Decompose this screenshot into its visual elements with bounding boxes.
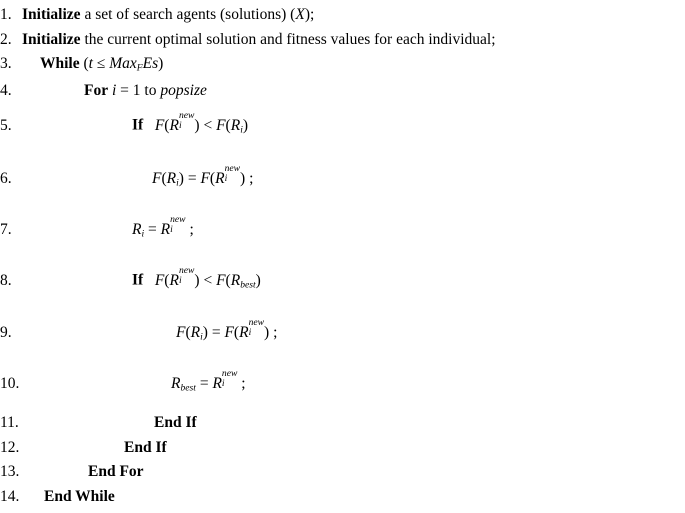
semicolon: ; <box>249 169 254 187</box>
paren-close: ) <box>240 169 246 187</box>
semicolon: ; <box>241 374 246 392</box>
for-condition <box>112 82 207 99</box>
max-subscript: F <box>136 62 143 74</box>
subscript-i: i <box>141 228 145 240</box>
subscript-best: best <box>180 382 196 394</box>
pseudocode-line <box>0 368 246 394</box>
paren-close: ) <box>255 271 261 289</box>
pseudocode-line <box>0 317 278 343</box>
superscript-new: new <box>221 368 238 380</box>
keyword-end-while: End While <box>44 488 115 505</box>
func-F: F <box>154 271 165 289</box>
paren-open: ( <box>225 116 231 134</box>
var-i: i <box>111 82 117 99</box>
line-number: 9. <box>0 323 12 341</box>
line-content <box>26 488 115 506</box>
paren-close: ) <box>194 271 200 289</box>
var-R: R <box>215 169 225 187</box>
keyword-end-if: End If <box>124 439 167 456</box>
subscript-i: i <box>240 124 243 136</box>
superscript-new: new <box>178 110 195 122</box>
line-number: 8. <box>0 271 12 289</box>
sub-sup-group <box>224 163 241 185</box>
func-F: F <box>216 271 226 289</box>
line-content <box>22 265 261 291</box>
subscript-i: i <box>224 173 228 185</box>
line-number: 1. <box>0 6 12 23</box>
paren-open: ( <box>225 271 231 289</box>
line-number: 10. <box>0 374 20 392</box>
paren-open: ( <box>164 271 170 289</box>
var-R: R <box>230 271 241 289</box>
var-R: R <box>169 271 179 289</box>
paren-open: ( <box>83 55 89 72</box>
keyword-end-for: End For <box>88 463 144 480</box>
line-number: 7. <box>0 220 12 238</box>
paren-open: ( <box>164 116 170 134</box>
var-R: R <box>160 220 171 238</box>
for-range: = 1 to <box>116 82 161 99</box>
sub-sup-group <box>170 214 186 236</box>
less-than: < <box>203 271 213 289</box>
line-content <box>26 439 167 457</box>
line-number: 11. <box>0 414 19 431</box>
max-token: Max <box>109 55 137 72</box>
pseudocode-line <box>0 6 314 24</box>
popsize-token: popsize <box>160 82 207 99</box>
while-condition <box>84 55 164 72</box>
var-R: R <box>239 323 249 341</box>
paren-close: ) <box>242 116 249 134</box>
keyword-initialize: Initialize <box>22 6 81 23</box>
var-R: R <box>166 169 177 187</box>
keyword-if: If <box>132 116 144 134</box>
line-content <box>22 31 496 49</box>
superscript-new: new <box>178 265 195 277</box>
assignment-position <box>132 214 194 240</box>
func-F: F <box>154 116 165 134</box>
func-F: F <box>152 169 162 187</box>
sub-sup-group <box>221 368 238 390</box>
equals: = <box>148 220 157 238</box>
line-number: 3. <box>0 55 12 72</box>
line-content <box>22 163 254 189</box>
pseudocode-line <box>0 488 115 506</box>
subscript-i: i <box>248 327 252 339</box>
pseudocode-line <box>0 214 194 240</box>
line-1-text: a set of search agents (solutions) ( <box>80 6 296 23</box>
superscript-new: new <box>170 214 186 226</box>
es-token: Es <box>142 55 159 72</box>
line-number: 12. <box>0 439 20 456</box>
keyword-for: For <box>84 82 109 99</box>
paren-close: ) <box>158 55 164 72</box>
line-1-tail: ); <box>304 6 315 23</box>
line-content <box>22 6 314 24</box>
superscript-new: new <box>248 317 265 329</box>
line-content <box>26 368 246 394</box>
var-R: R <box>132 220 142 238</box>
var-R: R <box>212 374 222 392</box>
semicolon: ; <box>273 323 278 341</box>
subscript-i: i <box>221 378 225 390</box>
assignment-fitness-best <box>176 317 278 343</box>
line-number: 6. <box>0 169 12 187</box>
subscript-i: i <box>178 275 182 287</box>
pseudocode-line <box>0 82 207 100</box>
var-R: R <box>230 116 241 134</box>
line-content <box>22 55 163 73</box>
paren-open: ( <box>209 169 216 187</box>
pseudocode-line <box>0 463 144 481</box>
line-number: 14. <box>0 488 20 505</box>
pseudocode-line <box>0 31 496 49</box>
line-number: 5. <box>0 116 12 134</box>
paren-close: ) <box>194 116 200 134</box>
var-R: R <box>171 374 181 392</box>
line-content <box>22 214 194 240</box>
equals: = <box>211 323 221 341</box>
subscript-i: i <box>176 177 179 189</box>
subscript-i: i <box>170 224 173 236</box>
pseudocode-line <box>0 439 167 457</box>
sub-sup-group <box>178 110 195 132</box>
paren-open: ( <box>161 169 167 187</box>
line-content <box>22 82 207 100</box>
pseudocode-line <box>0 265 261 291</box>
subscript-best: best <box>240 279 256 291</box>
variable-x: X <box>295 6 305 23</box>
assignment-best-position <box>171 368 246 394</box>
paren-close: ) <box>178 169 184 187</box>
equals: = <box>187 169 197 187</box>
keyword-end-if: End If <box>154 414 197 431</box>
line-content <box>26 414 197 432</box>
subscript-i: i <box>200 331 203 343</box>
line-content <box>22 110 249 136</box>
func-F: F <box>176 323 186 341</box>
keyword-while: While <box>40 55 80 72</box>
line-number: 2. <box>0 31 12 48</box>
pseudocode-line <box>0 110 249 136</box>
pseudocode-line <box>0 163 254 189</box>
if-condition <box>154 110 249 136</box>
semicolon: ; <box>189 220 194 238</box>
keyword-if: If <box>132 271 144 289</box>
pseudocode-line <box>0 414 197 432</box>
func-F: F <box>216 116 226 134</box>
keyword-initialize: Initialize <box>22 31 81 48</box>
func-F: F <box>224 323 234 341</box>
paren-open: ( <box>185 323 191 341</box>
paren-close: ) <box>264 323 270 341</box>
sub-sup-group <box>248 317 265 339</box>
line-2-text: the current optimal solution and fitness values for each individual; <box>80 31 496 48</box>
var-R: R <box>190 323 201 341</box>
line-content <box>26 317 278 343</box>
func-F: F <box>200 169 210 187</box>
line-number: 13. <box>0 463 20 480</box>
less-than: < <box>203 116 213 134</box>
if-condition-best <box>154 265 261 291</box>
sub-sup-group <box>178 265 195 287</box>
var-R: R <box>169 116 179 134</box>
leq-operator: ≤ <box>92 55 110 72</box>
equals: = <box>199 374 209 392</box>
line-number: 4. <box>0 82 12 99</box>
pseudocode-line <box>0 55 163 73</box>
paren-close: ) <box>202 323 208 341</box>
subscript-i: i <box>178 120 182 132</box>
paren-open: ( <box>233 323 240 341</box>
var-t: t <box>88 55 93 72</box>
line-content <box>26 463 144 481</box>
superscript-new: new <box>224 163 241 175</box>
assignment-fitness <box>152 163 254 189</box>
